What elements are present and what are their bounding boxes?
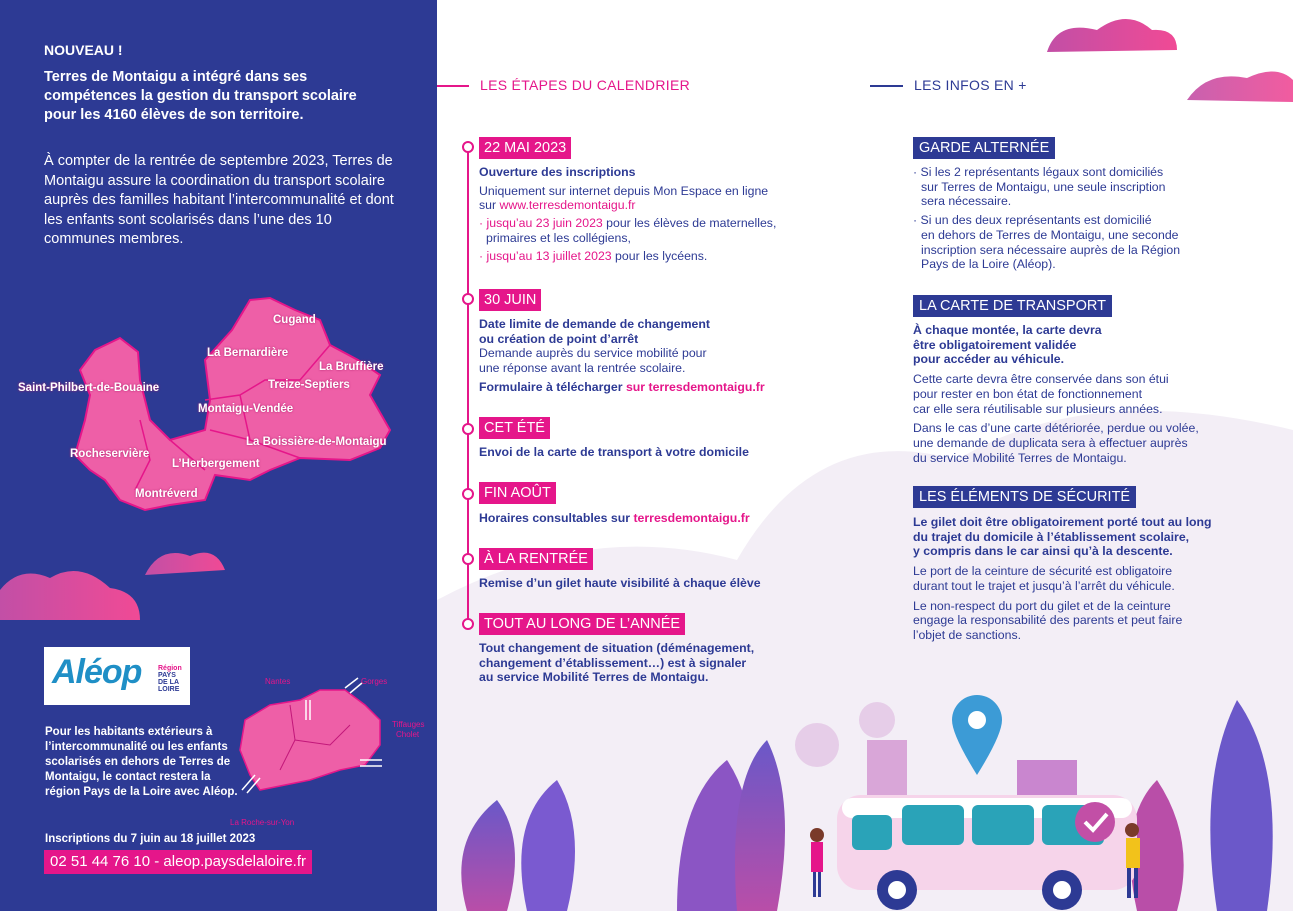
building <box>867 740 907 800</box>
info-tag: LES ÉLÉMENTS DE SÉCURITÉ <box>913 486 1136 508</box>
info-tag: LA CARTE DE TRANSPORT <box>913 295 1112 317</box>
step-form <box>479 380 765 395</box>
info-line: pour rester en bon état de fonctionnement <box>913 386 1143 401</box>
timeline-dot <box>462 293 474 305</box>
infos-header: LES INFOS EN + <box>914 77 1027 93</box>
info-bullet: · Si les 2 représentants légaux sont domiciliés sur Terres de Montaigu, une seule inscription sera nécessaire. <box>913 165 1166 209</box>
info-line: Si un des deux représentants est domicilié <box>920 213 1152 228</box>
intro-bold: Terres de Montaigu a intégré dans ses compétences la gestion du transport scolaire pour les 4160 élèves de son territoire. <box>44 69 357 123</box>
timeline-dot <box>462 618 474 630</box>
info-line: y compris dans le car ainsi qu’à la descente. <box>913 544 1173 559</box>
website-link[interactable]: www.terresdemontaigu.fr <box>499 198 636 213</box>
info-line: en dehors de Terres de Montaigu, une seconde <box>921 227 1179 242</box>
aleop-info: Pour les habitants extérieurs à l’intercommunalité ou les enfants scolarisés en dehors de Terres de Montaigu, le contact restera la région Pays de la Loire avec Aléop. <box>45 726 238 798</box>
step-text-line: sur <box>479 198 500 213</box>
small-map-label: Nantes <box>265 677 291 686</box>
region-logo-line: DE LA <box>158 679 179 686</box>
region-logo-line: Région <box>158 665 182 672</box>
info-content <box>913 165 1233 272</box>
info-line: Dans le cas d’une carte détériorée, perdue ou volée, <box>913 421 1199 436</box>
inscriptions-dates: Inscriptions du 7 juin au 18 juillet 2023 <box>45 833 256 845</box>
region-logo-line: LOIRE <box>158 686 180 693</box>
map-label: Cugand <box>273 314 316 326</box>
info-line: sur Terres de Montaigu, une seule inscription <box>921 179 1166 194</box>
info-line: Pays de la Loire (Aléop). <box>921 257 1056 272</box>
info-line: Le gilet doit être obligatoirement porté tout au long <box>913 515 1212 529</box>
step-text: au service Mobilité Terres de Montaigu. <box>479 670 709 685</box>
cloud-top <box>1047 19 1177 52</box>
step-text: Demande auprès du service mobilité pour <box>479 346 707 361</box>
step-title: ou création de point d’arrêt <box>479 331 639 346</box>
step-text: une réponse avant la rentrée scolaire. <box>479 361 686 376</box>
small-map-label: La Roche-sur-Yon <box>230 818 295 827</box>
bullet-date: jusqu’au 23 juin 2023 <box>486 216 603 231</box>
info-line: Le non-respect du port du gilet et de la ceinture <box>913 598 1171 613</box>
calendar-header: LES ÉTAPES DU CALENDRIER <box>480 77 690 93</box>
contact-banner[interactable]: 02 51 44 76 10 - aleop.paysdelaloire.fr <box>44 850 312 874</box>
bullet-text: pour les lycéens. <box>611 248 708 263</box>
step-text-line: Uniquement sur internet depuis Mon Espace en ligne <box>479 183 769 198</box>
map-label: Montréverd <box>135 488 198 500</box>
info-line: Le port de la ceinture de sécurité est obligatoire <box>913 564 1173 579</box>
info-tag: GARDE ALTERNÉE <box>913 137 1055 159</box>
form-label: Formulaire à télécharger <box>479 379 626 394</box>
info-content <box>913 515 1273 643</box>
step-tag: CET ÉTÉ <box>479 417 550 439</box>
step-tag: 30 JUIN <box>479 289 541 311</box>
small-map-label: Gorges <box>361 677 388 686</box>
step-bullet: · jusqu’au 23 juin 2023 pour les élèves de maternelles, <box>479 216 777 231</box>
timeline-dot <box>462 141 474 153</box>
step-text: Horaires consultables sur <box>479 511 634 525</box>
step-bullet-cont: primaires et les collégiens, <box>486 230 631 245</box>
map-label: La Bruffière <box>319 361 384 373</box>
small-map-label: Tiffauges <box>392 720 425 729</box>
step-text: Tout changement de situation (déménagement, <box>479 641 755 655</box>
info-line: sera nécessaire. <box>921 194 1012 209</box>
map-label: Montaigu-Vendée <box>198 403 294 415</box>
gear-icon <box>795 723 839 767</box>
info-line: durant tout le trajet et jusqu’à l’arrêt du véhicule. <box>913 578 1175 593</box>
step-tag: 22 MAI 2023 <box>479 137 571 159</box>
website-link[interactable]: terresdemontaigu.fr <box>633 511 750 525</box>
gear-icon <box>859 702 895 738</box>
info-line: Cette carte devra être conservée dans son étui <box>913 372 1169 387</box>
region-logo-line: PAYS <box>158 672 176 679</box>
step-title: Date limite de demande de changement <box>479 317 710 331</box>
map-label: Treize-Septiers <box>268 379 350 391</box>
intro-text: À compter de la rentrée de septembre 2023, Terres de Montaigu assure la coordination du transport scolaire auprès des familles habitant l’intercommunalité et dont les enfants sont scolarisés dans l’une des 10 communes membres. <box>44 153 394 247</box>
region-logo <box>158 665 182 693</box>
header-line <box>437 85 469 87</box>
cloud <box>145 553 225 575</box>
step-content <box>479 165 776 263</box>
step-tag: FIN AOÛT <box>479 482 556 504</box>
aleop-wordmark: Aléop <box>52 653 142 691</box>
timeline-dot <box>462 553 474 565</box>
step-title: Ouverture des inscriptions <box>479 165 636 179</box>
info-line: du service Mobilité Terres de Montaigu. <box>913 450 1127 465</box>
step-text <box>479 184 776 199</box>
map-label: Saint-Philbert-de-Bouaine <box>18 382 160 394</box>
small-map-label: Cholet <box>396 730 420 739</box>
map-label: La Bernardière <box>207 347 289 359</box>
step-text <box>479 198 776 213</box>
step-content <box>479 511 750 526</box>
map-label: La Boissière-de-Montaigu <box>246 436 387 448</box>
step-tag: À LA RENTRÉE <box>479 548 593 570</box>
left-panel <box>0 0 437 911</box>
nouveau-label: NOUVEAU ! <box>44 42 123 58</box>
arrow-icon <box>345 678 362 693</box>
aleop-logo <box>44 647 190 705</box>
info-line: l’objet de sanctions. <box>913 627 1022 642</box>
info-content <box>913 323 1253 465</box>
check-icon <box>1075 802 1115 842</box>
info-line: Si les 2 représentants légaux sont domiciliés <box>920 165 1164 179</box>
map-label: L’Herbergement <box>172 458 260 470</box>
cloud <box>0 571 140 620</box>
step-content <box>479 641 754 685</box>
header-line <box>870 85 903 87</box>
step-text: Envoi de la carte de transport à votre domicile <box>479 445 749 459</box>
info-line: être obligatoirement validée <box>913 337 1077 352</box>
step-text: Remise d’un gilet haute visibilité à chaque élève <box>479 576 761 590</box>
step-tag: TOUT AU LONG DE L’ANNÉE <box>479 613 685 635</box>
step-text: changement d’établissement…) est à signaler <box>479 655 747 670</box>
cloud-right <box>1187 71 1293 102</box>
info-line: du trajet du domicile à l’établissement scolaire, <box>913 529 1190 544</box>
info-line: À chaque montée, la carte devra <box>913 323 1102 337</box>
info-bullet: · Si un des deux représentants est domicilié en dehors de Terres de Montaigu, une seconde inscription sera nécessaire auprès de la Région Pays de la Loire (Aléop). <box>913 213 1181 272</box>
bullet-date: jusqu’au 13 juillet 2023 <box>486 248 612 263</box>
step-bullet: · jusqu’au 13 juillet 2023 pour les lycéens. <box>479 248 708 263</box>
form-link[interactable]: sur terresdemontaigu.fr <box>625 379 765 394</box>
step-content <box>479 317 765 395</box>
info-line: car elle sera réutilisable sur plusieurs années. <box>913 401 1163 416</box>
info-line: engage la responsabilité des parents et peut faire <box>913 613 1183 628</box>
info-line: inscription sera nécessaire auprès de la Région <box>921 242 1181 257</box>
info-line: pour accéder au véhicule. <box>913 352 1065 367</box>
info-line: une demande de duplicata sera à effectuer auprès <box>913 435 1188 450</box>
timeline-dot <box>462 488 474 500</box>
map-label: Rocheservière <box>70 448 150 460</box>
timeline-dot <box>462 423 474 435</box>
bullet-text: pour les élèves de maternelles, <box>602 216 777 231</box>
